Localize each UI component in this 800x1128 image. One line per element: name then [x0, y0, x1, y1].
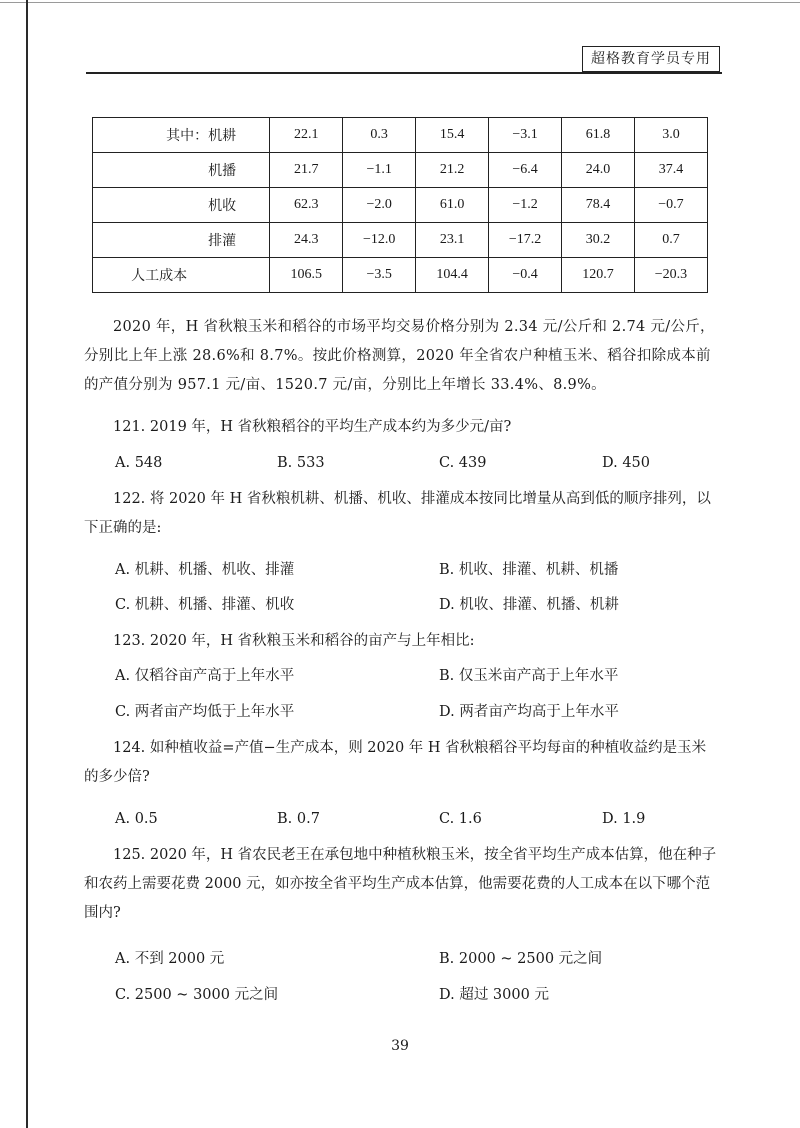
question-123-option-a[interactable]: A. 仅稻谷亩产高于上年水平 — [115, 668, 295, 684]
question-122-option-d[interactable]: D. 机收、排灌、机播、机耕 — [439, 597, 619, 613]
question-125-stem: 125. 2020 年，H 省农民老王在承包地中种植秋粮玉米，按全省平均生产成本估算，他在种子和农药上需要花费 2000 元，如亦按全省平均生产成本估算，他需要花费的人工成本在以下哪个范围内? — [84, 847, 717, 921]
question-121-option-c[interactable]: C. 439 — [439, 455, 487, 471]
table-cell: 78.4 — [562, 188, 635, 223]
question-124-stem: 124. 如种植收益=产值−生产成本，则 2020 年 H 省秋粮稻谷平均每亩的种植收益约是玉米的多少倍? — [84, 740, 707, 785]
cost-table — [92, 117, 708, 293]
row-label: 其中：机耕 — [93, 118, 270, 153]
question-124-option-c[interactable]: C. 1.6 — [439, 811, 482, 827]
question-122-option-a[interactable]: A. 机耕、机播、机收、排灌 — [115, 562, 295, 578]
header-rule — [86, 72, 722, 74]
table-cell: 62.3 — [270, 188, 343, 223]
table-cell: −0.4 — [489, 258, 562, 293]
question-125-option-a[interactable]: A. 不到 2000 元 — [115, 951, 225, 967]
table-cell: 104.4 — [416, 258, 489, 293]
question-123-option-d[interactable]: D. 两者亩产均高于上年水平 — [439, 704, 619, 720]
binding-spine-line — [26, 0, 28, 1128]
row-label: 机播 — [93, 153, 270, 188]
question-122-option-b[interactable]: B. 机收、排灌、机耕、机播 — [439, 562, 619, 578]
question-124-option-d[interactable]: D. 1.9 — [602, 811, 646, 827]
table-cell: 106.5 — [270, 258, 343, 293]
table-cell: −0.7 — [634, 188, 707, 223]
table-cell: −3.1 — [489, 118, 562, 153]
question-121-option-a[interactable]: A. 548 — [115, 455, 163, 471]
question-125-option-c[interactable]: C. 2500 ~ 3000 元之间 — [115, 987, 279, 1003]
table-cell: 24.3 — [270, 223, 343, 258]
question-121-stem: 121. 2019 年，H 省秋粮稻谷的平均生产成本约为多少元/亩? — [113, 419, 512, 435]
table-cell: 23.1 — [416, 223, 489, 258]
top-edge-line — [0, 2, 800, 3]
page-number: 39 — [391, 1038, 409, 1054]
question-125-option-b[interactable]: B. 2000 ~ 2500 元之间 — [439, 951, 603, 967]
table-cell: 21.2 — [416, 153, 489, 188]
table-cell: 0.3 — [343, 118, 416, 153]
question-123-option-c[interactable]: C. 两者亩产均低于上年水平 — [115, 704, 295, 720]
table-cell: −20.3 — [634, 258, 707, 293]
table-row — [93, 188, 708, 223]
table-cell: 22.1 — [270, 118, 343, 153]
table-cell: 61.0 — [416, 188, 489, 223]
table-cell: 15.4 — [416, 118, 489, 153]
row-label: 人工成本 — [93, 258, 270, 293]
row-label: 机收 — [93, 188, 270, 223]
table-cell: −3.5 — [343, 258, 416, 293]
table-cell: 0.7 — [634, 223, 707, 258]
question-122-stem: 122. 将 2020 年 H 省秋粮机耕、机播、机收、排灌成本按同比增量从高到低的顺序排列，以下正确的是: — [84, 491, 711, 536]
table-cell: −17.2 — [489, 223, 562, 258]
context-paragraph: 2020 年，H 省秋粮玉米和稻谷的市场平均交易价格分别为 2.34 元/公斤和 2.74 元/公斤，分别比上年上涨 28.6%和 8.7%。按此价格测算，2020 年全省农户种植玉米、稻谷扣除成本前的产值分别为 957.1 元/亩、1520.7 元/亩，分别比上年增长 33.4%、8.9%。 — [84, 319, 715, 393]
table-cell: −1.2 — [489, 188, 562, 223]
table-cell: 30.2 — [562, 223, 635, 258]
header-stamp: 超格教育学员专用 — [582, 46, 720, 72]
table-cell: 21.7 — [270, 153, 343, 188]
table-cell: 3.0 — [634, 118, 707, 153]
table-cell: 61.8 — [562, 118, 635, 153]
table-row — [93, 258, 708, 293]
question-123-option-b[interactable]: B. 仅玉米亩产高于上年水平 — [439, 668, 619, 684]
table-cell: −2.0 — [343, 188, 416, 223]
question-124-option-b[interactable]: B. 0.7 — [277, 811, 320, 827]
table-row — [93, 118, 708, 153]
table-cell: −12.0 — [343, 223, 416, 258]
table-cell: 37.4 — [634, 153, 707, 188]
table-cell: 24.0 — [562, 153, 635, 188]
table-cell: 120.7 — [562, 258, 635, 293]
table-cell: −1.1 — [343, 153, 416, 188]
question-122-option-c[interactable]: C. 机耕、机播、排灌、机收 — [115, 597, 295, 613]
table-row — [93, 153, 708, 188]
table-row — [93, 223, 708, 258]
question-121-option-b[interactable]: B. 533 — [277, 455, 325, 471]
table-cell: −6.4 — [489, 153, 562, 188]
question-123-stem: 123. 2020 年，H 省秋粮玉米和稻谷的亩产与上年相比: — [113, 633, 475, 649]
row-label: 排灌 — [93, 223, 270, 258]
question-125-option-d[interactable]: D. 超过 3000 元 — [439, 987, 549, 1003]
question-121-option-d[interactable]: D. 450 — [602, 455, 651, 471]
question-124-option-a[interactable]: A. 0.5 — [115, 811, 158, 827]
